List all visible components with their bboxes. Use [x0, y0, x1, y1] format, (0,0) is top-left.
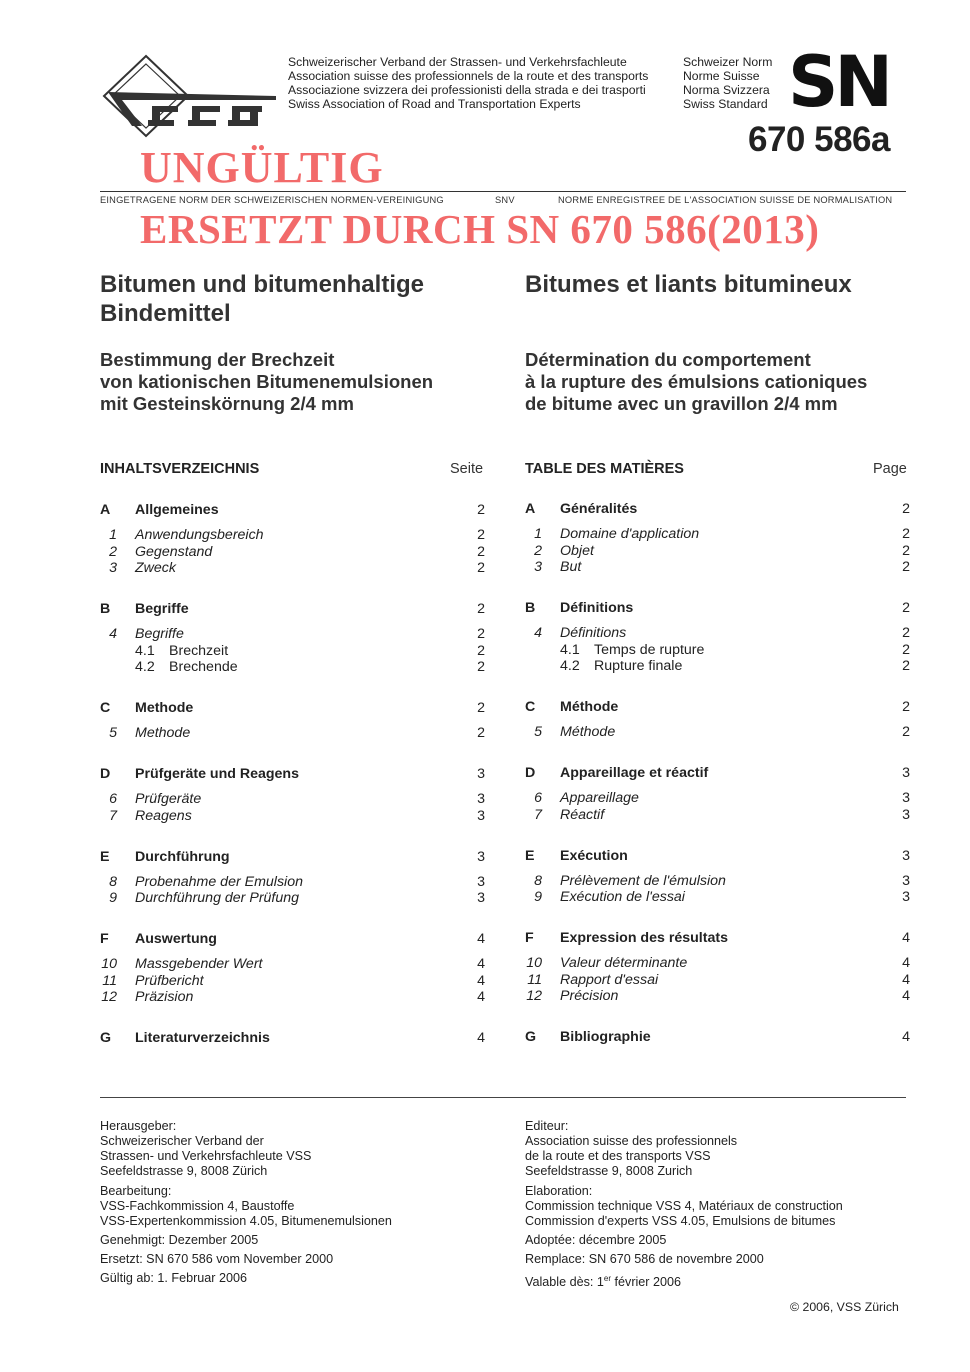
toc-entry — [525, 790, 910, 807]
toc-section — [100, 502, 485, 519]
toc-page-number: 2 — [477, 601, 485, 617]
standard-number: 670 586a — [748, 120, 890, 159]
toc-label: Généralités — [560, 501, 638, 517]
toc-number: 6 — [534, 790, 542, 806]
toc-label: Methode — [135, 725, 191, 741]
toc-entry — [525, 625, 910, 642]
toc-page-number: 2 — [902, 641, 910, 658]
toc-label: Appareillage — [560, 790, 639, 806]
toc-page-number: 4 — [902, 988, 910, 1004]
toc-number: 12 — [101, 989, 117, 1005]
footer-rule — [100, 1097, 906, 1098]
toc-label: Brechzeit — [169, 642, 229, 659]
toc-page-number: 2 — [902, 600, 910, 616]
toc-number: G — [525, 1029, 537, 1045]
approved-date: Adoptée: décembre 2005 — [525, 1233, 667, 1247]
toc-label: Définitions — [560, 625, 627, 641]
toc-page-number: 2 — [902, 526, 910, 542]
toc-number: 2 — [109, 543, 117, 560]
toc-page-number: 3 — [902, 790, 910, 806]
registration-left: EINGETRAGENE NORM DER SCHWEIZERISCHEN NORMEN-VEREINIGUNG — [100, 195, 444, 205]
toc-section — [525, 600, 910, 617]
registration-rule — [100, 191, 906, 192]
toc-entry — [100, 973, 485, 990]
toc-entry — [100, 527, 485, 544]
invalid-stamp: UNGÜLTIG — [140, 143, 384, 192]
toc-entry — [525, 873, 910, 890]
association-line: Associazione svizzera dei professionisti della strada e dei trasporti — [288, 83, 646, 97]
toc-section — [525, 765, 910, 782]
toc-entry — [525, 543, 910, 560]
toc-number: A — [525, 501, 536, 517]
subtitle-line: Bestimmung der Brechzeit — [100, 349, 335, 370]
toc-label: Literaturverzeichnis — [135, 1030, 270, 1046]
footer-de — [100, 1119, 392, 1286]
editing-line: VSS-Expertenkommission 4.05, Bitumenemulsionen — [100, 1214, 392, 1228]
toc-label: But — [560, 559, 582, 575]
toc-label: Gegenstand — [135, 543, 213, 560]
toc-number: 4.2 — [560, 658, 580, 674]
toc-number: 4 — [534, 625, 542, 641]
norm-label: Norma Svizzera — [683, 83, 770, 97]
sn-logo: SN — [788, 41, 889, 123]
toc-entry — [100, 874, 485, 891]
toc-page-number: 4 — [902, 930, 910, 946]
toc-number: 8 — [534, 872, 542, 889]
toc-page-number: 2 — [477, 642, 485, 659]
toc-page-label-de: Seite — [450, 461, 484, 477]
toc-number: 5 — [534, 724, 542, 740]
toc-page-number: 2 — [902, 501, 910, 517]
subtitle-de — [100, 349, 433, 415]
toc-section — [525, 848, 910, 865]
toc-label: Réactif — [560, 806, 605, 823]
toc-number: D — [525, 765, 536, 781]
toc-page-number: 3 — [477, 791, 485, 807]
association-line: Swiss Association of Road and Transportation Experts — [288, 97, 581, 111]
toc-label: Bibliographie — [560, 1029, 651, 1045]
toc-section — [100, 766, 485, 783]
toc-number: 1 — [109, 527, 117, 543]
toc-label: Rupture finale — [594, 658, 683, 674]
toc-page-number: 3 — [477, 807, 485, 824]
publisher-line: Association suisse des professionnels — [525, 1134, 738, 1148]
toc-label: Reagens — [135, 807, 192, 824]
replaced-by-stamp: ERSETZT DURCH SN 670 586(2013) — [140, 206, 820, 252]
publisher-line: de la route et des transports VSS — [525, 1149, 711, 1163]
toc-number: 3 — [109, 560, 117, 576]
toc-entry — [100, 725, 485, 742]
toc-page-number: 2 — [477, 502, 485, 518]
toc-number: 1 — [534, 526, 542, 542]
toc-list-fr — [525, 501, 910, 1046]
toc-number: 8 — [109, 873, 117, 890]
toc-number: G — [100, 1030, 112, 1046]
norm-type-labels — [683, 55, 772, 111]
toc-label: Méthode — [560, 724, 616, 740]
replaces-note: Ersetzt: SN 670 586 vom November 2000 — [100, 1252, 334, 1266]
toc-number: 3 — [534, 559, 542, 575]
toc-heading-fr: TABLE DES MATIÈRES — [525, 461, 684, 477]
toc-page-number: 4 — [477, 972, 485, 989]
editing-line: Commission d'experts VSS 4.05, Emulsions de bitumes — [525, 1214, 836, 1228]
toc-number: 9 — [534, 889, 542, 905]
registration-snv: SNV — [495, 195, 515, 205]
toc-entry — [525, 807, 910, 824]
toc-entry — [100, 544, 485, 561]
toc-label: Präzision — [135, 989, 194, 1005]
association-line: Association suisse des professionnels de la route et des transports — [288, 69, 649, 83]
toc-page-number: 2 — [477, 659, 485, 675]
subtitle-line: à la rupture des émulsions cationiques — [525, 371, 868, 392]
publisher-line: Seefeldstrasse 9, 8008 Zurich — [525, 1164, 693, 1178]
toc-page-number: 3 — [477, 873, 485, 890]
association-names — [288, 55, 648, 111]
toc-number: 10 — [101, 956, 117, 972]
toc-label: Exécution de l'essai — [560, 889, 685, 905]
toc-page-number: 4 — [902, 1029, 910, 1045]
toc-page-number: 2 — [902, 625, 910, 641]
toc-entry — [525, 988, 910, 1005]
toc-entry — [525, 955, 910, 972]
toc-entry — [525, 724, 910, 741]
norm-label: Norme Suisse — [683, 69, 760, 83]
toc-label: Expression des résultats — [560, 930, 728, 946]
publisher-line: Schweizerischer Verband der — [100, 1134, 264, 1148]
toc-label: Durchführung der Prüfung — [135, 890, 300, 906]
toc-page-number: 3 — [902, 765, 910, 781]
toc-number: 12 — [526, 988, 542, 1004]
toc-label: Prüfbericht — [135, 972, 204, 989]
toc-page-number: 2 — [477, 725, 485, 741]
toc-entry — [525, 526, 910, 543]
toc-number: 4.2 — [135, 659, 155, 675]
toc-number: 4.1 — [135, 642, 155, 659]
toc-page-number: 2 — [477, 543, 485, 560]
toc-number: 11 — [527, 971, 542, 988]
toc-number: F — [100, 931, 109, 947]
toc-label: Durchführung — [135, 848, 230, 865]
editing-line: Commission technique VSS 4, Matériaux de construction — [525, 1199, 843, 1213]
subtitle-line: de bitume avec un gravillon 2/4 mm — [525, 393, 838, 414]
toc-label: Prélèvement de l'émulsion — [560, 872, 726, 889]
toc-page-number: 4 — [902, 971, 910, 988]
toc-number: C — [525, 699, 536, 715]
toc-number: 7 — [109, 807, 117, 824]
toc-section — [525, 699, 910, 716]
toc-page-number: 3 — [477, 890, 485, 906]
toc-entry — [100, 643, 485, 660]
toc-label: Begriffe — [135, 626, 184, 642]
publisher-line: Strassen- und Verkehrsfachleute VSS — [100, 1149, 312, 1163]
title-line: Bitumen und bitumenhaltige — [100, 271, 424, 298]
approved-date: Genehmigt: Dezember 2005 — [100, 1233, 259, 1247]
toc-page-number: 2 — [902, 559, 910, 575]
toc-label: Zweck — [135, 560, 176, 576]
valid-from: Gültig ab: 1. Februar 2006 — [100, 1271, 248, 1285]
toc-page-number: 3 — [477, 848, 485, 865]
toc-entry — [525, 972, 910, 989]
association-line: Schweizerischer Verband der Strassen- und Verkehrsfachleute — [288, 55, 627, 69]
toc-label: Appareillage et réactif — [560, 765, 709, 781]
toc-entry — [100, 560, 485, 577]
toc-number: A — [100, 502, 111, 518]
toc-number: B — [100, 601, 111, 617]
toc-label: Méthode — [560, 699, 619, 715]
title-fr — [525, 270, 852, 299]
title-line: Bitumes et liants bitumineux — [525, 271, 852, 298]
toc-section — [100, 931, 485, 948]
editing-label: Bearbeitung: — [100, 1184, 172, 1198]
toc-page-number: 4 — [477, 956, 485, 972]
toc-number: E — [100, 848, 110, 865]
toc-number: 5 — [109, 725, 117, 741]
subtitle-line: Détermination du comportement — [525, 349, 811, 370]
toc-number: B — [525, 600, 536, 616]
toc-number: 4 — [109, 626, 117, 642]
toc-label: Rapport d'essai — [560, 971, 659, 988]
toc-number: E — [525, 847, 535, 864]
toc-page-number: 3 — [477, 766, 485, 782]
copyright: © 2006, VSS Zürich — [790, 1300, 899, 1314]
toc-label: Valeur déterminante — [560, 955, 688, 971]
toc-label: Temps de rupture — [594, 641, 705, 658]
toc-number: C — [100, 700, 111, 716]
title-line: Bindemittel — [100, 300, 231, 327]
toc-label: Massgebender Wert — [135, 956, 263, 972]
toc-entry — [525, 889, 910, 906]
toc-label: Auswertung — [135, 931, 217, 947]
toc-label: Objet — [560, 542, 594, 559]
registration-right: NORME ENREGISTREE DE L'ASSOCIATION SUISSE DE NORMALISATION — [558, 195, 893, 205]
toc-page-number: 2 — [902, 542, 910, 559]
toc-page-number: 4 — [902, 955, 910, 971]
toc-entry — [100, 626, 485, 643]
toc-page-number: 3 — [902, 847, 910, 864]
toc-label: Prüfgeräte und Reagens — [135, 766, 299, 782]
toc-label: Probenahme der Emulsion — [135, 873, 303, 890]
toc-number: F — [525, 930, 534, 946]
subtitle-line: mit Gesteinskörnung 2/4 mm — [100, 393, 354, 414]
toc-page-number: 4 — [477, 1030, 485, 1046]
toc-section — [525, 930, 910, 947]
toc-number: D — [100, 766, 111, 782]
norm-label: Schweizer Norm — [683, 55, 773, 69]
toc-entry — [100, 989, 485, 1006]
toc-label: Exécution — [560, 847, 628, 864]
toc-page-number: 2 — [477, 560, 485, 576]
toc-entry — [525, 658, 910, 675]
toc-label: Begriffe — [135, 601, 189, 617]
subtitle-fr — [525, 349, 867, 415]
toc-entry — [100, 659, 485, 676]
toc-entry — [100, 808, 485, 825]
toc-section — [525, 501, 910, 518]
publisher-label: Herausgeber: — [100, 1119, 177, 1133]
toc-entry — [100, 791, 485, 808]
toc-number: 6 — [109, 791, 117, 807]
toc-number: 9 — [109, 890, 117, 906]
toc-number: 2 — [534, 542, 542, 559]
toc-page-number: 2 — [477, 700, 485, 716]
toc-page-label-fr: Page — [873, 461, 907, 477]
publisher-label: Editeur: — [525, 1119, 569, 1133]
valid-from: Valable dès: 1er février 2006 — [525, 1274, 682, 1290]
toc-label: Définitions — [560, 600, 634, 616]
toc-number: 11 — [102, 972, 117, 989]
toc-page-number: 4 — [477, 931, 485, 947]
toc-label: Methode — [135, 700, 194, 716]
vss-logo — [100, 54, 280, 138]
toc-entry — [525, 559, 910, 576]
toc-label: Anwendungsbereich — [135, 527, 264, 543]
title-de — [100, 270, 424, 328]
toc-page-number: 2 — [902, 724, 910, 740]
toc-section — [100, 849, 485, 866]
toc-entry — [100, 890, 485, 907]
toc-page-number: 2 — [902, 658, 910, 674]
editing-line: VSS-Fachkommission 4, Baustoffe — [100, 1199, 295, 1213]
footer-fr — [525, 1119, 843, 1290]
toc-page-number: 3 — [902, 872, 910, 889]
toc-number: 7 — [534, 806, 542, 823]
toc-page-number: 2 — [902, 699, 910, 715]
toc-page-number: 4 — [477, 989, 485, 1005]
replaces-note: Remplace: SN 670 586 de novembre 2000 — [525, 1252, 764, 1266]
toc-section — [100, 601, 485, 618]
toc-page-number: 3 — [902, 889, 910, 905]
norm-label: Swiss Standard — [683, 97, 768, 111]
toc-number: 10 — [526, 955, 542, 971]
subtitle-line: von kationischen Bitumenemulsionen — [100, 371, 434, 392]
toc-page-number: 2 — [477, 527, 485, 543]
toc-heading-de: INHALTSVERZEICHNIS — [100, 461, 260, 477]
toc-label: Allgemeines — [135, 502, 219, 518]
toc-page-number: 3 — [902, 806, 910, 823]
editing-label: Elaboration: — [525, 1184, 593, 1198]
toc-label: Prüfgeräte — [135, 791, 202, 807]
toc-entry — [525, 642, 910, 659]
toc-label: Précision — [560, 988, 619, 1004]
toc-list-de — [100, 502, 485, 1047]
publisher-line: Seefeldstrasse 9, 8008 Zürich — [100, 1164, 268, 1178]
toc-page-number: 2 — [477, 626, 485, 642]
toc-entry — [100, 956, 485, 973]
toc-section — [100, 1030, 485, 1047]
toc-section — [100, 700, 485, 717]
toc-label: Brechende — [169, 659, 238, 675]
toc-section — [525, 1029, 910, 1046]
toc-label: Domaine d'application — [560, 526, 700, 542]
toc-number: 4.1 — [560, 641, 580, 658]
